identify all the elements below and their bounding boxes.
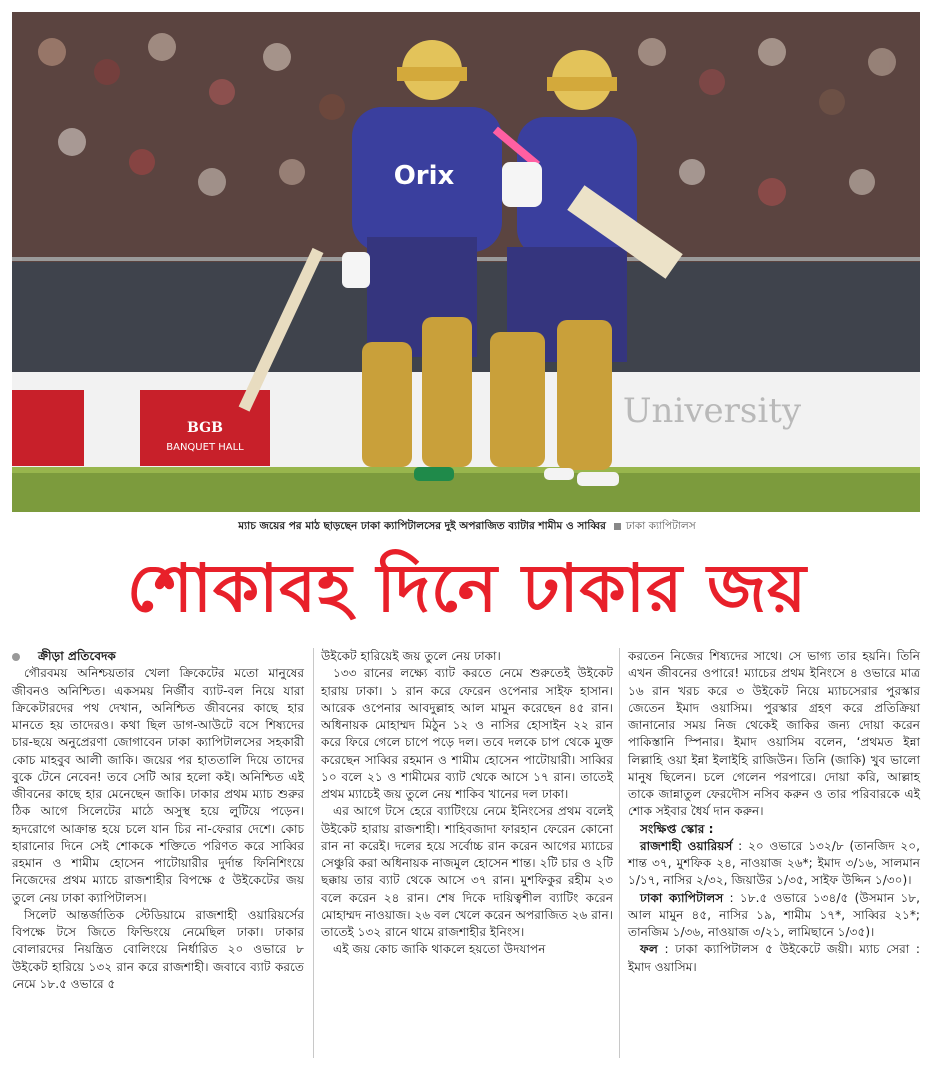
paragraph: সিলেট আন্তর্জাতিক স্টেডিয়ামে রাজশাহী ওয়ারিয়র্সের বিপক্ষে টসে জিতে ফিল্ডিংয়ে নেমেছিল ঢাকা। ঢাকার বোলারদের নিয়ন্ত্রিত বোলিংয়ে নির্ধারিত ২০ ওভারে ৮ উইকেট হারিয়ে ১৩২ রান করে রাজশাহী। জবাবে ব্যাট করতে নেমে ১৮.৫ ওভারে ৫ — [12, 907, 304, 991]
svg-text:University: University — [622, 391, 802, 431]
paragraph: করতেন নিজের শিষ্যদের সাথে। সে ভাগ্য তার হয়নি। তিনি এখন জীবনের ওপারে! ম্যাচের প্রথম ইনিংসে ৪ ওভারে মাত্র ১৬ রান খরচ করে ৩ উইকেট নিয়ে ম্যাচসেরার পুরস্কার জেতেন ইমাদ ওয়াসিম। পুরস্কার গ্রহণ করে প্রতিক্রিয়া জানানোর সময় নিজ থেকেই জাকির জন্য দোয়া করেন পাকিস্তানি স্পিনার। ইমাদ ওয়াসিম বলেন, ‘প্রথমত ইন্না লিল্লাহি ওয়া ইন্না ইলাইহি রাজিউন। তিনি (জাকি) খুব ভালো মানুষ ছিলেন। চলে গেলেন পরপারে। দোয়া করি, আল্লাহ তাকে জান্নাতুল ফেরদৌস নসিব করুন ও তার পরিবারকে এই শোক সইবার ধৈর্য দান করুন। — [628, 649, 920, 819]
scorecard-team-2 — [628, 890, 920, 942]
paragraph: গৌরবময় অনিশ্চয়তার খেলা ক্রিকেটের মতো মানুষের জীবনও অনিশ্চিত। একসময় নির্জীব ব্যাট-বল নিয়ে যারা ক্রিকেটারদের পথ দেখান, অনিশ্চিত জীবনের কাছে হার মানতে হয় তাদেরও। কথা ছিল ডাগ-আউটে বসে শিষ্যদের চার-ছয়ে অনুপ্রেরণা জোগাবেন ঢাকা ক্যাপিটালসের সহকারী কোচ মাহবুব আলী জাকি। জয়ের পর হাততালি দিয়ে তাদের বুকে টেনে নেবেন! তবে সেটি আর হলো কই। অনিশ্চিত এই জীবনের কাছে হার মেনেছেন জাকি। ঢাকার প্রথম ম্যাচ শুরুর ঠিক আগে সিলেটের মাঠে অসুস্থ হয়ে লুটিয়ে পড়েন। হৃদরোগে আক্রান্ত হয়ে চলে যান চির না-ফেরার দেশে। কোচ হারানোর দিনে সেই শোককে শক্তিতে পরিণত করে সাব্বির রহমান ও শামীম হোসেন পাটোয়ারীর দুর্দান্ত ফিনিশিংয়ে নিজেদের প্রথম ম্যাচে রাজশাহীর বিপক্ষে ৫ উইকেটের জয় তুলে নেয় ঢাকা ক্যাপিটালস। — [12, 666, 304, 905]
caption-text: ম্যাচ জয়ের পর মাঠ ছাড়ছেন ঢাকা ক্যাপিটালসের দুই অপরাজিত ব্যাটার শামীম ও সাব্বির — [238, 520, 606, 532]
paragraph: এই জয় কোচ জাকি থাকলে হয়তো উদযাপন — [333, 942, 546, 957]
paragraph: ১৩৩ রানের লক্ষ্যে ব্যাট করতে নেমে শুরুতেই উইকেট হারায় ঢাকা। ১ রান করে ফেরেন ওপেনার সাইফ হাসান। আরেক ওপেনার আবদুল্লাহ আল মামুন করেছেন ৪৫ রান। অধিনায়ক মোহাম্মদ মিঠুন ১২ ও নাসির হোসাইন ২২ রান করে ফিরে গেলে চাপে পড়ে দল। তবে দলকে চাপ থেকে মুক্ত করেছেন সাব্বির রহমান ও শামীম হোসেন পাটোয়ারী। সাব্বির ১০ বলে ২১ ও শামীমের ব্যাট থেকে আসে ১৭ রান। তাতেই প্রথম ম্যাচেই জয় তুলে নেয় শাকিব খানের দল ঢাকা। — [321, 666, 613, 801]
cricket-batters-photo-icon — [12, 12, 920, 512]
scorecard-team-1 — [628, 838, 920, 890]
svg-text:BANQUET HALL: BANQUET HALL — [166, 442, 244, 453]
article-column-3 — [628, 648, 920, 976]
team-name: রাজশাহী ওয়ারিয়র্স — [640, 838, 733, 853]
paragraph: উইকেট হারিয়েই জয় তুলে নেয় ঢাকা। — [321, 649, 501, 663]
result-text: : ঢাকা ক্যাপিটালস ৫ উইকেটে জয়ী। ম্যাচ সেরা : ইমাদ ওয়াসিম। — [628, 942, 920, 974]
team-name: ঢাকা ক্যাপিটালস — [640, 890, 724, 905]
photo-credit: ঢাকা ক্যাপিটালস — [625, 520, 696, 532]
team-score: : ১৮.৫ ওভারে ১৩৪/৫ (উসমান ১৮, আল মামুন ৪৫, নাসির ১৯, শামীম ১৭*, সাব্বির ২১*; তানজিম ১/৩৬, নাওয়াজ ৩/২১, লামিছানে ১/৩৫)। — [628, 890, 920, 939]
match-result — [628, 941, 920, 976]
svg-text:BGB: BGB — [187, 420, 223, 436]
column-divider — [313, 648, 314, 1058]
team-score: : ২০ ওভারে ১৩২/৮ (তানজিদ ২০, শান্ত ৩৭, মুশফিক ২৪, নাওয়াজ ২৬*; ইমাদ ৩/১৬, সালমান ১/১৭, নাসির ২/৩২, জিয়াউর ১/৩৫, সাইফ উদ্দিন ১/৩০)। — [628, 838, 920, 888]
photo-caption — [0, 519, 934, 536]
byline-text: ক্রীড়া প্রতিবেদক — [38, 649, 116, 663]
byline-bullet-icon — [12, 653, 20, 661]
article-photo — [12, 12, 920, 512]
byline — [12, 648, 304, 665]
svg-text:Orix: Orix — [393, 161, 455, 191]
result-label: ফল — [640, 942, 658, 957]
paragraph: এর আগে টসে হেরে ব্যাটিংয়ে নেমে ইনিংসের প্রথম বলেই উইকেট হারায় রাজশাহী। শাহিবজাদা ফারহান ফেরেন কোনো রান না করেই। দলের হয়ে সর্বোচ্চ রান করেন আগের ম্যাচের সেঞ্চুরি করা অধিনায়ক নাজমুল হোসেন শান্ত। ২টি চার ও ২টি ছক্কায় তার ব্যাট থেকে আসে ৩৭ রান। মুশফিকুর রহীম ২৩ বলে করেন ২৪ রান। শেষ দিকে দায়িত্বশীল ব্যাটিং করেন মোহাম্মদ নাওয়াজ। ২৬ বল খেলে করেন অপরাজিত ২৬ রান। তাতেই ১৩২ রানে থামে রাজশাহীর ইনিংস। — [321, 804, 613, 939]
article-column-1 — [12, 648, 304, 993]
caption-square-icon — [614, 523, 621, 530]
scorecard-heading: সংক্ষিপ্ত স্কোর : — [640, 821, 714, 836]
article-column-2 — [321, 648, 613, 959]
headline: শোকাবহ দিনে ঢাকার জয় — [126, 550, 808, 627]
column-divider — [619, 648, 620, 1058]
